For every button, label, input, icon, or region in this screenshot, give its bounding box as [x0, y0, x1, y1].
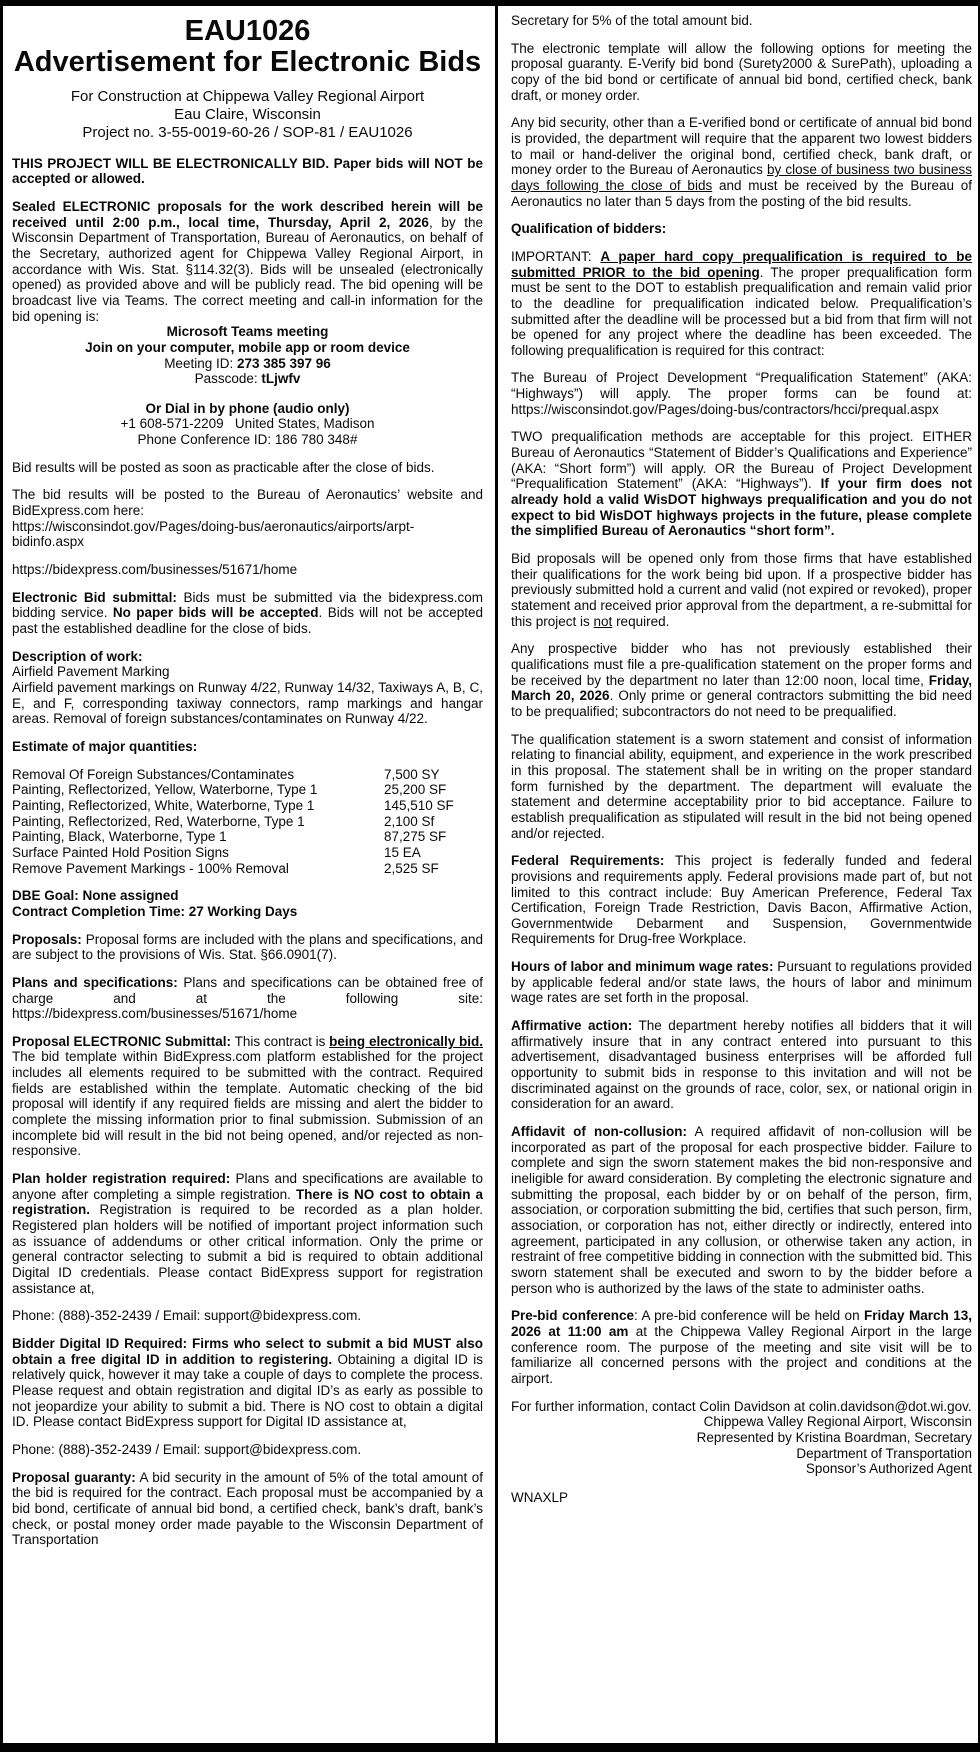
dial-in-title: Or Dial in by phone (audio only) — [145, 400, 350, 416]
proposals-label: Proposals: — [12, 931, 82, 947]
estimate-row — [12, 767, 483, 783]
not-underline: not — [593, 613, 613, 629]
estimate-qty: 7,500 SY — [384, 766, 440, 782]
no-paper-bids-bold: No paper bids will be accepted — [112, 605, 319, 621]
estimate-item: Surface Painted Hold Position Signs — [12, 844, 229, 860]
description-of-work-heading: Description of work: — [12, 648, 143, 664]
page-title: Advertisement for Electronic Bids — [13, 46, 482, 79]
signature-line: Chippewa Valley Regional Airport, Wisconsin — [703, 1414, 972, 1430]
right-column — [498, 6, 978, 1743]
close-of-business-underline: by close of business two business days following the close of bids — [511, 162, 973, 193]
para-affidavit-non-collusion: Affidavit of non-collusion: A required affidavit of non-collusion will be incorporated as part of the proposal for each prospective bidder. Failure to complete and sign the sworn statement makes the bid non-responsive and ineligible for award consideration. By completing the electronic signature and submitting the proposal, each bidder by or on behalf of the person, firm, association, or corporation submitting the bid, certifies that such person, firm, association, or corporation has not, either directly or indirectly, entered into agreement, participated in any collusion, or otherwise taken any action, in restraint of free competitive bidding in connection with the submitted bid. This sworn statement shall be executed and sworn to by the bidder before a person who is authorized by the laws of the state to administer oaths. — [511, 1124, 972, 1296]
affirmative-action-label: Affirmative action: — [511, 1018, 633, 1034]
para-important-prequalification: IMPORTANT: A paper hard copy prequalification is required to be submitted PRIOR to the bid opening. The proper prequalification form must be sent to the DOT to establish prequalification and remain valid prior to the deadline for prequalification indicated below. Prequalification’s submitted after the deadline will be processed but a bid from that firm will not be opened for any project where the deadline has been exceeded. The following prequalification is required for this contract: — [511, 248, 973, 358]
teams-meeting-title: Microsoft Teams meeting — [166, 324, 329, 340]
estimate-table — [12, 767, 483, 877]
estimate-row — [12, 845, 483, 861]
meeting-id-value: 273 385 397 96 — [236, 355, 331, 371]
para-proposal-electronic-submittal: Proposal ELECTRONIC Submittal: This contract is being electronically bid. The bid template within BidExpress.com platform established for the project includes all elements required to be submitted with the contract. Required fields are established within the template. Automatic checking of the bid proposal will identify if any required fields are missing and alert the bidder to complete the missing information prior to final submission. Submission of an incomplete bid will result in the bid not being opened, and/or rejected as non-responsive. — [12, 1033, 483, 1159]
aeronautics-bid-url: https://wisconsindot.gov/Pages/doing-bus/aeronautics/airports/arpt-bidinfo.aspx — [12, 518, 415, 550]
estimate-item: Painting, Black, Waterborne, Type 1 — [12, 829, 227, 845]
contract-completion-line: Contract Completion Time: 27 Working Days — [12, 903, 298, 919]
being-electronically-bid-emphasis: being electronically bid. — [329, 1033, 483, 1049]
para-bidder-digital-id: Bidder Digital ID Required: Firms who select to submit a bid MUST also obtain a free digital ID in addition to registering. Obtaining a digital ID is relatively quick, however it may take a couple of days to complete the process. Please request and obtain registration and digital ID’s as early as possible to not jeopardize your ability to submit a bid. There is NO cost to obtain a digital ID. Please contact BidExpress support for Digital ID assistance at, — [12, 1335, 483, 1430]
para-proposal-guaranty: Proposal guaranty: A bid security in the amount of 5% of the total amount of the bid is required for the contract. Each proposal must be accompanied by a bid bond, certificate of annual bid bond, a certified check, bank’s draft, bank’s check, or postal money order made payable to the Wisconsin Department of Transportation — [12, 1469, 483, 1548]
electronic-bid-submittal-label: Electronic Bid submittal: — [12, 589, 177, 605]
estimate-qty: 25,200 SF — [384, 782, 447, 798]
para-bureau-project-development: The Bureau of Project Development “Prequalification Statement” (AKA: “Highways”) will apply. The proper forms can be found at: https://wisconsindot.gov/Pages/doing-bus/contractors/hcci/prequal.aspx — [511, 370, 972, 417]
para-proposals: Proposals: Proposal forms are included with the plans and specifications, and are subject to the provisions of Wis. Stat. §66.0901(7). — [12, 931, 483, 963]
estimate-item: Painting, Reflectorized, Yellow, Waterborne, Type 1 — [12, 782, 318, 798]
plans-specs-label: Plans and specifications: — [12, 974, 178, 990]
subtitle-block — [12, 88, 483, 142]
estimate-heading: Estimate of major quantities: — [12, 738, 198, 754]
para-sealed-proposals — [12, 199, 483, 324]
para-affirmative-action: Affirmative action: The department hereby notifies all bidders that it will affirmatively insure that in any contract entered into pursuant to this advertisement, disadvantaged business enterprises will be afforded full opportunity to submit bids in response to this invitation and will not be discriminated against on the grounds of race, color, sex, or national origin in consideration for an award. — [511, 1018, 972, 1112]
para-plans-specs: Plans and specifications: Plans and specifications can be obtained free of charge and at the following site: https://bidexpress.com/businesses/51671/home — [12, 974, 483, 1022]
estimate-qty: 2,525 SF — [384, 860, 439, 876]
qualification-of-bidders-heading: Qualification of bidders: — [511, 221, 667, 237]
no-cost-registration-bold: There is NO cost to obtain a registration. — [12, 1186, 483, 1218]
signature-line: Sponsor’s Authorized Agent — [805, 1461, 972, 1477]
estimate-row — [12, 782, 483, 798]
estimate-item: Painting, Reflectorized, White, Waterborne, Type 1 — [12, 797, 315, 813]
estimate-row — [12, 798, 483, 814]
para-further-information: For further information, contact Colin Davidson at colin.davidson@dot.wi.gov. — [511, 1398, 972, 1414]
para-two-prequalification-methods: TWO prequalification methods are acceptable for this project. EITHER Bureau of Aeronautics “Statement of Bidder’s Qualifications and Experience” (AKA: “Short form”) will apply. OR the Bureau of Project Development “Prequalification Statement” (AKA: “Highways”). If your firm does not already hold a valid WisDOT highways prequalification and you do not expect to bid WisDOT highways projects in the future, please complete the simplified Bureau of Aeronautics “short form”. — [511, 429, 972, 539]
para-results-posted: The bid results will be posted to the Bureau of Aeronautics’ website and BidExpress.com here: — [12, 487, 483, 519]
meeting-id-line — [12, 356, 483, 372]
passcode-line — [12, 371, 483, 387]
estimate-qty: 145,510 SF — [384, 797, 454, 813]
estimate-item: Removal Of Foreign Substances/Contaminates — [12, 766, 295, 782]
estimate-item: Remove Pavement Markings - 100% Removal — [12, 860, 289, 876]
bidder-digital-id-label: Bidder Digital ID Required: Firms who select to submit a bid MUST also obtain a free digital ID in addition to registering. — [12, 1335, 483, 1367]
estimate-qty: 2,100 Sf — [384, 813, 435, 829]
para-bid-security: Any bid security, other than a E-verified bond or certificate of annual bid bond is provided, the department will require that the apparent two lowest bidders to mail or hand-deliver the original bond, certified check, bank draft, or money order to the Bureau of Aeronautics by close of business two business days following the close of bids and must be received by the Bureau of Aeronautics no later than 5 days from the posting of the bid results. — [511, 115, 973, 209]
prequalification-required-emphasis: A paper hard copy prequalification is required to be submitted PRIOR to the bid opening — [511, 248, 973, 280]
pre-bid-date-bold: Friday March 13, 2026 at 11:00 am — [511, 1308, 972, 1339]
estimate-item: Painting, Reflectorized, Red, Waterborne, Type 1 — [12, 813, 305, 829]
estimate-qty: 87,275 SF — [384, 829, 447, 845]
para-hours-of-labor: Hours of labor and minimum wage rates: Pursuant to regulations provided by applicable federal and/or state laws, the hours of labor and minimum wage rates are set forth in the proposal. — [511, 959, 973, 1006]
dial-in-number: +1 608-571-2209 United States, Madison — [120, 416, 375, 432]
signature-block — [511, 1414, 972, 1477]
para-electronic-template: The electronic template will allow the following options for meeting the proposal guaranty. E-Verify bid bond (Surety2000 & SurePath), uploading a copy of the bid bond or certificate of annual bid bond, certified check, bank draft, or money order. — [511, 40, 972, 103]
signature-line: Department of Transportation — [796, 1445, 972, 1461]
wnaxlp-tag: WNAXLP — [511, 1489, 569, 1505]
teams-join-line: Join on your computer, mobile app or room device — [85, 339, 410, 355]
sealed-proposals-rest: , by the Wisconsin Department of Transportation, Bureau of Aeronautics, on behalf of the Secretary, authorized agent for Chippewa Valley Regional Airport, in accordance with Wis. Stat. §114.32(3). Bids will be unsealed (electronically opened) as provided above and will be publicly read. The bid opening will be broadcast live via Teams. The correct meeting and call-in information for the bid opening is: — [12, 214, 484, 324]
para-pre-bid-conference: Pre-bid conference: A pre-bid conference will be held on Friday March 13, 2026 at 11:00 am at the Chippewa Valley Regional Airport in the large conference room. The purpose of the meeting and site visit will be to familiarize all concerned persons with the project and conditions at the airport. — [511, 1308, 972, 1386]
dbe-goal-line: DBE Goal: None assigned — [12, 888, 179, 904]
para-bid-proposals-opened: Bid proposals will be opened only from those firms that have established their qualifications for the work being bid upon. If a prospective bidder has previously submitted hold a current and valid (not expired or revoked), proper statement and received prior approval from the department, a re-submittal for this project is not required. — [511, 551, 972, 629]
para-federal-requirements: Federal Requirements: This project is federally funded and federal provisions and requirements apply. Federal provisions made part of, but not limited to this contract include: Buy American Preference, Federal Tax Certification, Foreign Trade Restriction, Davis Bacon, Affirmative Action, Governmentwide Debarment and Suspension, Governmentwide Requirements for Drug-free Workplace. — [511, 853, 973, 947]
passcode-label: Passcode: — [194, 371, 262, 387]
prequalification-deadline-bold: Friday, March 20, 2026 — [511, 672, 972, 704]
affidavit-label: Affidavit of non-collusion: — [511, 1124, 688, 1140]
support-contact-line-2: Phone: (888)-352-2439 / Email: support@bidexpress.com. — [12, 1441, 362, 1457]
phone-conference-id: Phone Conference ID: 186 780 348# — [137, 432, 358, 448]
pre-bid-conference-label: Pre-bid conference — [511, 1308, 634, 1324]
proposal-electronic-submittal-label: Proposal ELECTRONIC Submittal: — [12, 1033, 232, 1049]
teams-meeting-block — [12, 324, 483, 448]
estimate-row — [12, 861, 483, 877]
para-plan-holder-registration: Plan holder registration required: Plans and specifications are available to anyone after completing a simple registration. There is NO cost to obtain a registration. Registration is required to be recorded as a plan holder. Registered plan holders will be notified of important project information such as issuance of addendums or other critical information. Only the prime or general contractor selecting to submit a bid is required to obtain additional Digital ID credentials. Please contact BidExpress support for registration assistance at, — [12, 1171, 483, 1296]
para-bid-results: Bid results will be posted as soon as practicable after the close of bids. — [12, 459, 435, 475]
support-contact-line-1: Phone: (888)-352-2439 / Email: support@bidexpress.com. — [12, 1308, 362, 1324]
passcode-value: tLjwfv — [261, 371, 301, 387]
wisdot-short-form-bold: If your firm does not already hold a valid WisDOT highways prequalification and you do not expect to bid WisDOT highways projects in the future, please complete the simplified Bureau of Aeronautics “short form”. — [511, 476, 972, 539]
bidexpress-url: https://bidexpress.com/businesses/51671/home — [12, 562, 298, 578]
para-secretary-continuation: Secretary for 5% of the total amount bid. — [511, 13, 753, 28]
meeting-id-label: Meeting ID: — [164, 355, 237, 371]
description-detail: Airfield pavement markings on Runway 4/22, Runway 14/32, Taxiways A, B, C, E, and F, corresponding taxiway connectors, ramp markings and hangar areas. Removal of foreign substances/contaminates on Runway 4/22. — [12, 680, 483, 727]
description-line: Airfield Pavement Marking — [12, 664, 170, 680]
para-qualification-statement: The qualification statement is a sworn statement and consist of information relating to financial ability, equipment, and experience in the work prescribed in this proposal. The statement shall be in writing on the proper standard form furnished by the department. The department will evaluate the statement and determine acceptability prior to bid acceptance. Failure to establish prequalification as stipulated will result in the bid not being opened and/or rejected. — [511, 731, 972, 841]
para-prospective-bidder: Any prospective bidder who has not previously established their qualifications must file a pre-qualification statement on the proper forms and be received by the department no later than 12:00 noon, local time, Friday, March 20, 2026. Only prime or general contractors submitting the bid need to be prequalified; subcontractors do not need to be prequalified. — [511, 641, 972, 719]
subtitle-line: Eau Claire, Wisconsin — [174, 105, 321, 123]
estimate-qty: 15 EA — [384, 844, 421, 860]
estimate-row — [12, 814, 483, 830]
estimate-row — [12, 829, 483, 845]
proposal-guaranty-label: Proposal guaranty: — [12, 1469, 136, 1485]
project-code-title: EAU1026 — [184, 15, 311, 47]
para-electronic-only-notice: THIS PROJECT WILL BE ELECTRONICALLY BID. Paper bids will NOT be accepted or allowed. — [12, 155, 483, 187]
subtitle-line: For Construction at Chippewa Valley Regional Airport — [70, 87, 425, 105]
signature-line: Represented by Kristina Boardman, Secretary — [696, 1429, 972, 1445]
sealed-proposals-bold: Sealed ELECTRONIC proposals for the work described herein will be received until 2:00 p.m., local time, Thursday, April 2, 2026 — [12, 198, 483, 230]
hours-of-labor-label: Hours of labor and minimum wage rates: — [511, 959, 774, 975]
plan-holder-registration-label: Plan holder registration required: — [12, 1171, 231, 1187]
subtitle-line: Project no. 3-55-0019-60-26 / SOP-81 / EAU1026 — [82, 123, 413, 141]
left-column — [3, 6, 495, 1743]
federal-requirements-label: Federal Requirements: — [511, 853, 665, 869]
para-electronic-bid-submittal: Electronic Bid submittal: Bids must be submitted via the bidexpress.com bidding service. No paper bids will be accepted. Bids will not be accepted past the established deadline for the close of bids. — [12, 589, 483, 637]
